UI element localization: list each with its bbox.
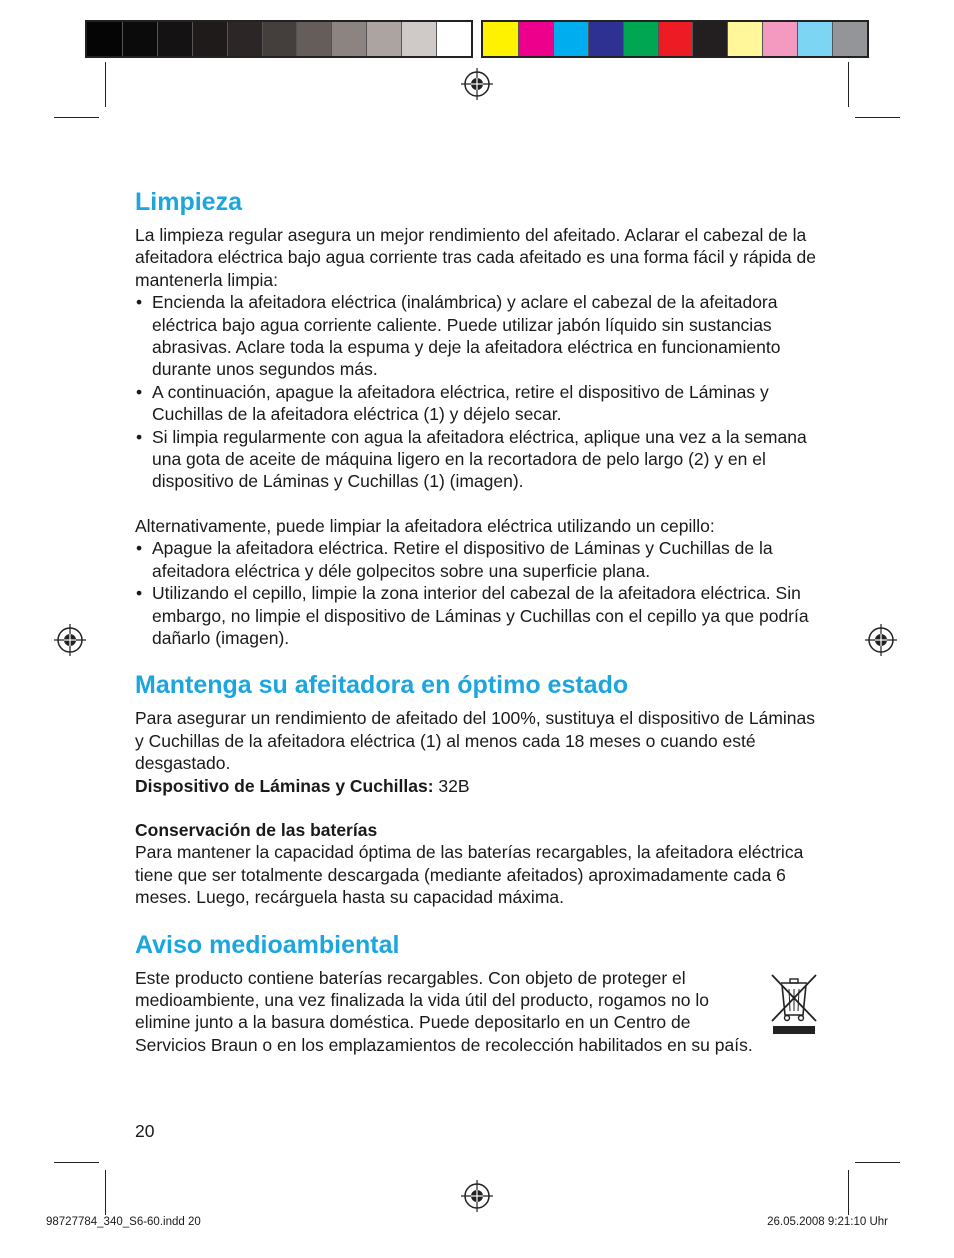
color-swatch — [727, 22, 762, 56]
crop-mark — [105, 62, 106, 107]
color-swatch — [227, 22, 262, 56]
list-item: • Apague la afeitadora eléctrica. Retire el dispositivo de Láminas y Cuchillas de la afeitadora eléctrica y déle golpecitos sobre una superficie plana. — [135, 537, 825, 582]
color-swatch — [762, 22, 797, 56]
color-swatch — [262, 22, 297, 56]
cleaning-intro: La limpieza regular asegura un mejor rendimiento del afeitado. Aclarar el cabezal de la afeitadora eléctrica bajo agua corriente tras cada afeitado es una forma fácil y rápida de mantenerla limpia: — [135, 225, 816, 290]
brush-cleaning-intro: Alternativamente, puede limpiar la afeitadora eléctrica utilizando un cepillo: — [135, 515, 715, 536]
color-swatch — [832, 22, 867, 56]
registration-mark-icon — [54, 624, 86, 656]
color-swatch — [658, 22, 693, 56]
section-title-cleaning: Limpieza — [135, 188, 242, 216]
color-swatch — [401, 22, 436, 56]
page-number: 20 — [135, 1121, 155, 1141]
color-swatch — [588, 22, 623, 56]
color-swatch — [157, 22, 192, 56]
list-item: • Utilizando el cepillo, limpie la zona interior del cabezal de la afeitadora eléctrica. Sin embargo, no limpie el dispositivo de Láminas y Cuchillas con el cepillo ya que podría dañarlo (imagen). — [135, 582, 825, 649]
color-swatch — [296, 22, 331, 56]
list-item: • Encienda la afeitadora eléctrica (inalámbrica) y aclare el cabezal de la afeitadora eléctrica bajo agua corriente caliente. Puede utilizar jabón líquido sin sustancias abrasivas. Aclare toda la espuma y deje la afeitadora eléctrica en funcionamiento durante unos segundos más. — [135, 291, 825, 381]
color-swatch — [331, 22, 366, 56]
crop-mark — [105, 1170, 106, 1215]
crop-mark — [855, 117, 900, 118]
color-swatch — [518, 22, 553, 56]
environment-notice — [135, 967, 825, 1057]
brush-cleaning-list — [135, 537, 825, 649]
color-swatch — [483, 22, 518, 56]
color-swatch — [122, 22, 157, 56]
maintenance-text: Para asegurar un rendimiento de afeitado del 100%, sustituya el dispositivo de Láminas y Cuchillas de la afeitadora eléctrica (1) al menos cada 18 meses o cuando esté desgastado. — [135, 708, 815, 774]
color-swatch — [366, 22, 401, 56]
replacement-part-value: 32B — [433, 775, 470, 796]
color-swatch — [192, 22, 227, 56]
color-swatch — [692, 22, 727, 56]
battery-text: Para mantener la capacidad óptima de las baterías recargables, la afeitadora eléctrica tiene que ser totalmente descargada (mediante afeitados) aproximadamente cada 6 meses. Luego, recárguela hasta su capacidad máxima. — [135, 842, 804, 908]
crop-mark — [54, 117, 99, 118]
battery-heading: Conservación de las baterías — [135, 819, 378, 840]
print-slug-file: 98727784_340_S6-60.indd 20 — [46, 1216, 201, 1228]
environment-text: Este producto contiene baterías recargables. Con objeto de proteger el medioambiente, una vez finalizada la vida útil del producto, rogamos no lo elimine junto a la basura doméstica. Puede depositarlo en un Centro de Servicios Braun o en los emplazamientos de recolección habilitados en su país. — [135, 967, 753, 1055]
color-swatch — [436, 22, 471, 56]
crossed-out-wheelie-bin-icon — [769, 971, 819, 1035]
crop-mark — [54, 1162, 99, 1163]
page-content — [135, 186, 825, 1056]
crop-mark — [848, 62, 849, 107]
color-swatch — [797, 22, 832, 56]
crop-mark — [848, 1170, 849, 1215]
cleaning-steps-list — [135, 291, 825, 493]
color-swatch — [87, 22, 122, 56]
registration-mark-icon — [865, 624, 897, 656]
replacement-part-label: Dispositivo de Láminas y Cuchillas: — [135, 775, 434, 796]
section-title-maintenance: Mantenga su afeitadora en óptimo estado — [135, 671, 629, 700]
list-item: • Si limpia regularmente con agua la afeitadora eléctrica, aplique una vez a la semana una gota de aceite de máquina ligero en la recortadora de pelo largo (2) y en el dispositivo de Láminas y Cuchillas (1) (imagen). — [135, 426, 825, 493]
color-swatch — [553, 22, 588, 56]
list-item: • A continuación, apague la afeitadora eléctrica, retire el dispositivo de Láminas y Cuchillas de la afeitadora eléctrica (1) y déjelo secar. — [135, 381, 825, 426]
print-slug-datetime: 26.05.2008 9:21:10 Uhr — [767, 1216, 888, 1228]
replacement-part — [135, 775, 825, 797]
registration-mark-icon — [461, 68, 493, 100]
section-title-environment: Aviso medioambiental — [135, 930, 400, 959]
color-swatch — [623, 22, 658, 56]
grayscale-calibration-bar — [85, 20, 473, 58]
registration-mark-icon — [461, 1180, 493, 1212]
crop-mark — [855, 1162, 900, 1163]
color-calibration-bar — [481, 20, 869, 58]
